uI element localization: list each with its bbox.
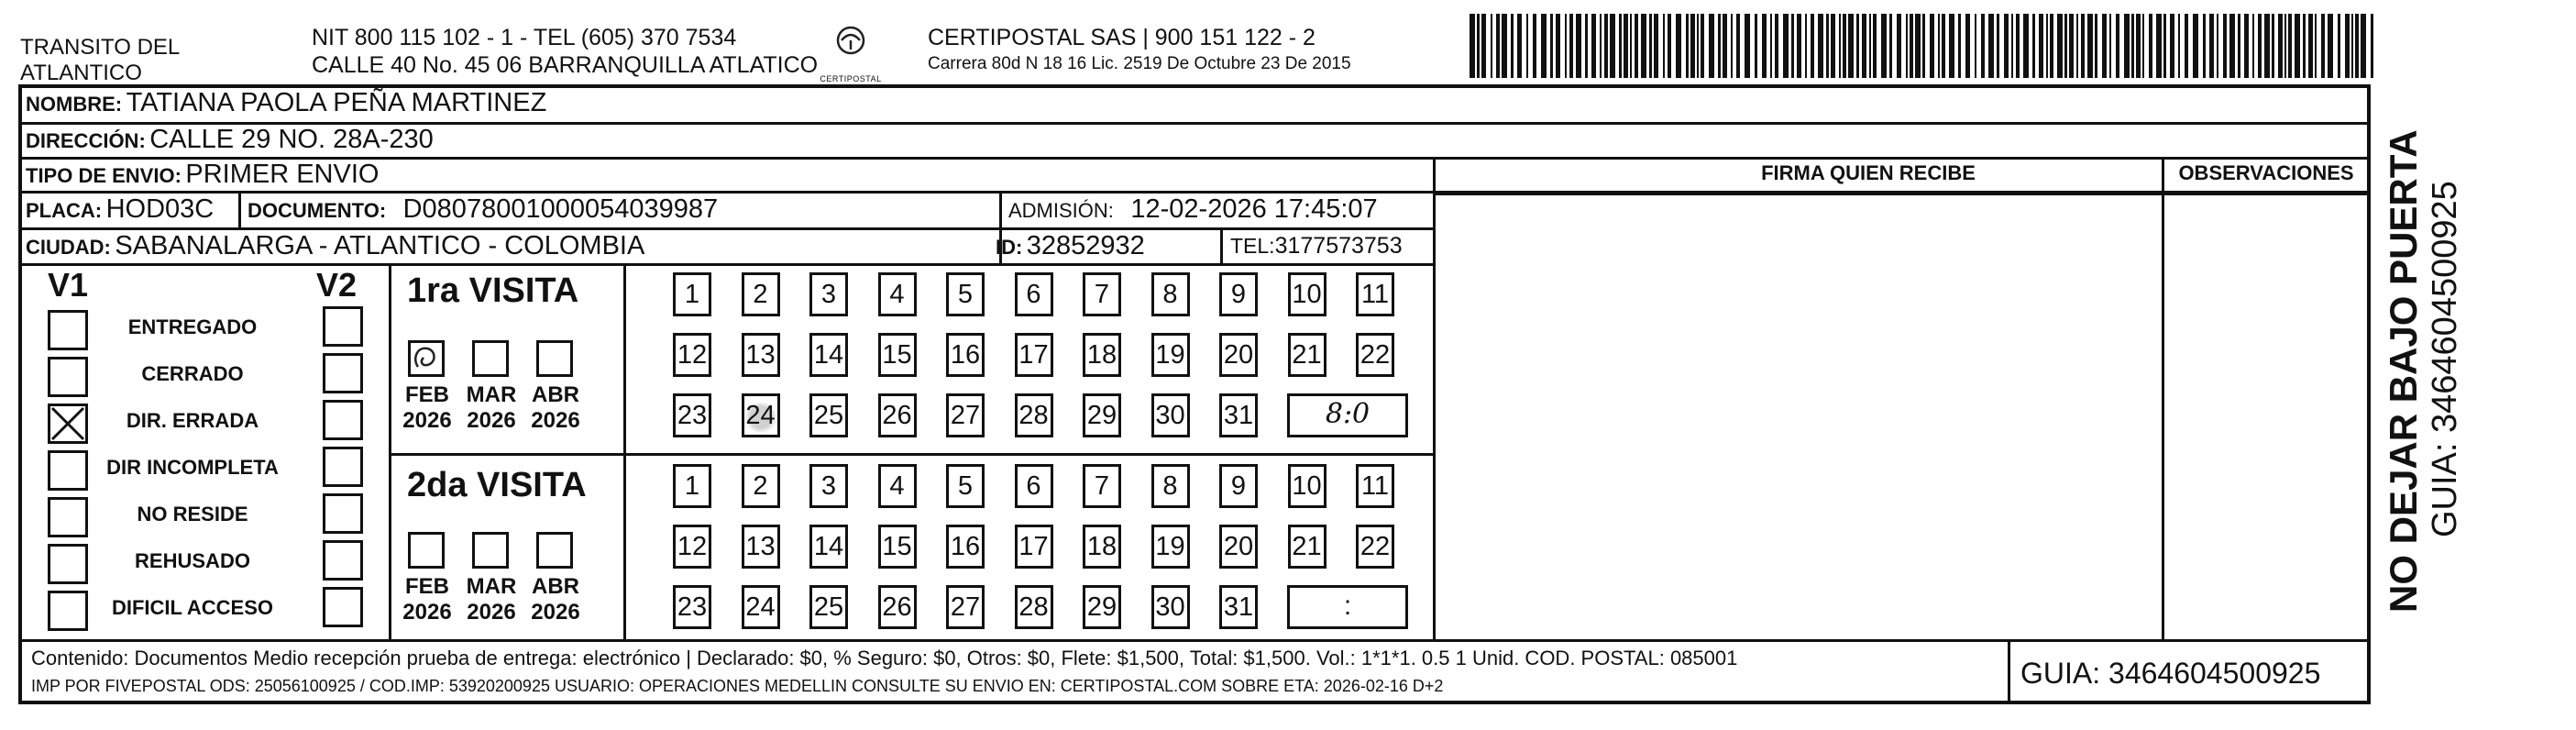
admision-field: ADMISIÓN: 12-02-2026 17:45:07 [1008,194,1378,224]
v2-checkbox[interactable] [323,306,363,347]
day-box[interactable]: 2 [742,272,780,316]
placa-value: HOD03C [105,194,215,224]
day-box[interactable]: 29 [1083,393,1121,437]
v2-label: V2 [316,266,358,304]
day-box[interactable]: 8 [1151,464,1190,508]
placa-field: PLACA: HOD03C [26,194,215,224]
day-box[interactable]: 28 [1015,393,1053,437]
day-box[interactable]: 21 [1288,333,1327,377]
month-checkbox[interactable] [408,340,445,377]
status-label: CERRADO [141,362,244,385]
day-box[interactable]: 15 [878,333,917,377]
v2-checkbox[interactable] [323,493,363,534]
day-box[interactable]: 20 [1219,525,1258,569]
id-field: ID: 32852932 [996,231,1145,260]
month-label: FEB 2026 [402,574,452,625]
day-box[interactable]: 8 [1151,272,1190,316]
day-box[interactable]: 31 [1219,393,1258,437]
firma-header: FIRMA QUIEN RECIBE [1761,161,1976,184]
day-box[interactable]: 13 [742,525,780,569]
direccion-value: CALLE 29 NO. 28A-230 [149,125,434,154]
day-box[interactable]: 27 [946,585,985,629]
day-box[interactable]: 31 [1219,585,1258,629]
day-box[interactable]: 12 [673,525,711,569]
ciudad-value: SABANALARGA - ATLANTICO - COLOMBIA [115,231,645,260]
status-label: NO RESIDE [137,503,248,525]
day-box[interactable]: 29 [1083,585,1121,629]
day-box[interactable]: 19 [1151,333,1190,377]
shipment-contents: Contenido: Documentos Medio recepción prueba de entrega: electrónico | Declarado: $0, % Seguro: $0, Otros: $0, Flete: $1,500, Total: $1,500. Vol.: 1*1*1. 0.5 1 Unid. COD. POSTAL: 085001 [31,647,1738,669]
day-box[interactable]: 1 [673,272,711,316]
month-checkbox[interactable] [472,532,509,569]
day-box[interactable]: 9 [1219,464,1258,508]
day-box[interactable]: 4 [878,464,917,508]
tel-field: TEL:3177573753 [1230,233,1403,259]
nombre-value: TATIANA PAOLA PEÑA MARTINEZ [126,88,547,117]
guia-footer: GUIA: 3464604500925 [2020,657,2321,690]
day-box[interactable]: 20 [1219,333,1258,377]
v2-checkbox[interactable] [323,540,363,581]
day-box[interactable]: 18 [1083,333,1121,377]
id-value: 32852932 [1026,231,1145,260]
day-box[interactable]: 24 [742,393,780,437]
day-box[interactable]: 16 [946,525,985,569]
day-box[interactable]: 10 [1288,464,1327,508]
day-box[interactable]: 28 [1015,585,1053,629]
status-label: DIR INCOMPLETA [106,456,279,479]
day-box[interactable]: 25 [809,393,848,437]
day-box[interactable]: 16 [946,333,985,377]
day-box[interactable]: 17 [1015,525,1053,569]
day-box[interactable]: 26 [878,585,917,629]
second-visit-title: 2da VISITA [407,466,587,504]
day-box[interactable]: 14 [809,333,848,377]
company-name: TRANSITO DEL ATLANTICO [20,35,181,85]
documento-value: D08078001000054039987 [402,194,719,224]
day-box[interactable]: 18 [1083,525,1121,569]
status-label: ENTREGADO [127,315,258,338]
day-box[interactable]: 19 [1151,525,1190,569]
time-box[interactable]: 8:0 [1287,393,1408,437]
day-box[interactable]: 5 [946,272,985,316]
day-box[interactable]: 17 [1015,333,1053,377]
v2-checkbox[interactable] [323,587,363,627]
day-box[interactable]: 1 [673,464,711,508]
day-box[interactable]: 22 [1356,525,1394,569]
v2-checkbox[interactable] [323,447,363,487]
day-box[interactable]: 30 [1151,585,1190,629]
status-label: DIFICIL ACCESO [111,596,273,619]
day-box[interactable]: 6 [1015,464,1053,508]
day-box[interactable]: 7 [1083,272,1121,316]
month-checkbox[interactable] [472,340,509,377]
day-box[interactable]: 3 [809,464,848,508]
month-checkbox[interactable] [536,532,573,569]
day-box[interactable]: 3 [809,272,848,316]
day-box[interactable]: 22 [1356,333,1394,377]
day-box[interactable]: 5 [946,464,985,508]
day-box[interactable]: 30 [1151,393,1190,437]
month-label: FEB 2026 [402,382,452,433]
month-label: MAR 2026 [466,574,517,625]
day-box[interactable]: 27 [946,393,985,437]
time-box[interactable]: : [1287,585,1408,629]
barcode [1470,14,2386,78]
day-box[interactable]: 23 [673,585,711,629]
month-label: ABR 2026 [531,382,580,433]
courier-info: CERTIPOSTAL SAS | 900 151 122 - 2 Carrera 80d N 18 16 Lic. 2519 De Octubre 23 De 2015 [928,25,1351,73]
day-box[interactable]: 21 [1288,525,1327,569]
month-checkbox[interactable] [408,532,445,569]
day-box[interactable]: 11 [1356,464,1394,508]
first-visit-title: 1ra VISITA [407,271,579,310]
day-box[interactable]: 15 [878,525,917,569]
month-label: MAR 2026 [466,382,517,433]
v2-checkbox[interactable] [323,353,363,393]
month-label: ABR 2026 [531,574,580,625]
day-box[interactable]: 12 [673,333,711,377]
day-box[interactable]: 23 [673,393,711,437]
direccion-field: DIRECCIÓN: CALLE 29 NO. 28A-230 [26,125,434,154]
day-box[interactable]: 14 [809,525,848,569]
issuer-address: NIT 800 115 102 - 1 - TEL (605) 370 7534 CALLE 40 No. 45 06 BARRANQUILLA ATLATICO [312,25,819,78]
day-box[interactable]: 13 [742,333,780,377]
status-label: REHUSADO [135,549,250,572]
nombre-field: NOMBRE: TATIANA PAOLA PEÑA MARTINEZ [26,88,547,117]
v1-label: V1 [48,266,89,304]
day-box[interactable]: 6 [1015,272,1053,316]
certipostal-logo: CERTIPOSTAL [814,22,887,77]
month-checkbox[interactable] [536,340,573,377]
tipo-envio-value: PRIMER ENVIO [185,160,380,189]
status-label: DIR. ERRADA [126,409,259,432]
tel-value: 3177573753 [1274,233,1403,259]
day-box[interactable]: 11 [1356,272,1394,316]
guia-side: GUIA: 3464604500925 [2426,181,2464,537]
day-box[interactable]: 7 [1083,464,1121,508]
observaciones-header: OBSERVACIONES [2178,161,2354,184]
ciudad-field: CIUDAD: SABANALARGA - ATLANTICO - COLOMBIA [26,231,645,260]
day-box[interactable]: 2 [742,464,780,508]
v2-checkbox[interactable] [323,400,363,440]
day-box[interactable]: 4 [878,272,917,316]
no-dejar-bajo-puerta: NO DEJAR BAJO PUERTA [2382,129,2425,613]
day-box[interactable]: 26 [878,393,917,437]
day-box[interactable]: 25 [809,585,848,629]
print-info: IMP POR FIVEPOSTAL ODS: 25056100925 / COD.IMP: 53920200925 USUARIO: OPERACIONES MEDELLIN CONSULTE SU ENVIO EN: CERTIPOSTAL.COM SOBRE ETA: 2026-02-16 D+2 [31,677,1444,695]
documento-field: DOCUMENTO: D08078001000054039987 [248,194,719,224]
day-box[interactable]: 24 [742,585,780,629]
tipo-envio-field: TIPO DE ENVIO: PRIMER ENVIO [26,160,380,189]
day-box[interactable]: 9 [1219,272,1258,316]
admision-value: 12-02-2026 17:45:07 [1130,194,1378,224]
day-box[interactable]: 10 [1288,272,1327,316]
